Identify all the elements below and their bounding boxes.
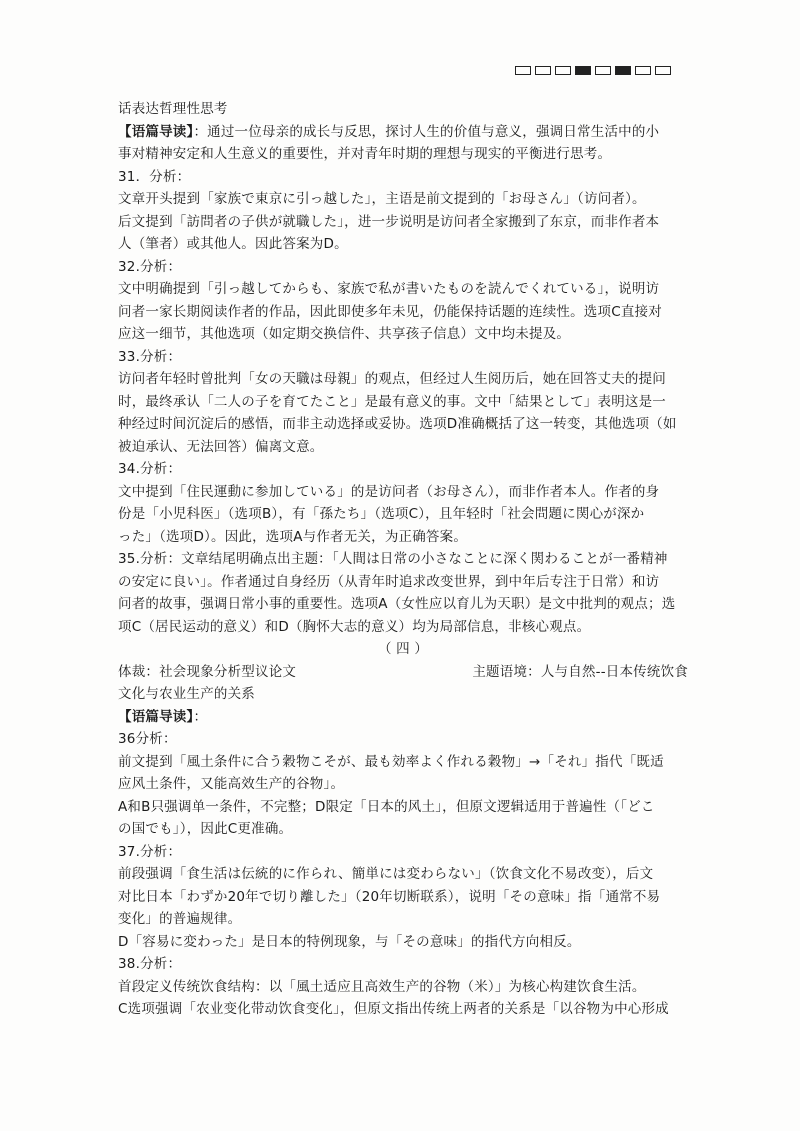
text-line (118, 706, 688, 729)
line-text: 访问者年轻时曾批判「女の天職は母親」的观点，但经过人生阅历后，她在回答丈夫的提问 (118, 371, 666, 387)
line-text: 对比日本「わずか20年で切り離した」（20年切断联系），说明「その意味」指「通常不易 (118, 888, 661, 905)
text-line (118, 526, 688, 549)
text-line (118, 503, 688, 526)
line-text: ： (193, 708, 208, 725)
line-text: 事对精神安定和人生意义的重要性，并对青年时期的理想与现实的平衡进行思考。 (118, 146, 612, 162)
line-text: 种经过时间沉淀后的感悟，而非主动选择或妥协。选项D准确概括了这一转变，其他选项（如 (118, 416, 677, 432)
genre-label: 体裁：社会现象分析型议论文 (118, 663, 297, 680)
line-text: 33.分析： (118, 348, 182, 365)
text-line (118, 211, 688, 234)
line-text: 问者的故事，强调日常小事的重要性。选项A（女性应以育儿为天职）是文中批判的观点；选 (118, 596, 676, 612)
empty-square-icon (555, 66, 571, 75)
line-text: 话表达哲理性思考 (118, 101, 228, 117)
line-text: ：通过一位母亲的成长与反思，探讨人生的价值与意义，强调日常生活中的小 (193, 123, 660, 140)
text-line (118, 323, 688, 346)
text-line (118, 908, 688, 931)
line-text: 35.分析：文章结尾明确点出主题：「人間は日常の小さなことに深く関わることが一番精神 (118, 551, 668, 567)
line-text: 前文提到「風土条件に合う穀物こそが、最も効率よく作れる穀物」→「それ」指代「既适 (118, 753, 664, 770)
text-line (118, 458, 688, 481)
line-text: 应风土条件，又能高效生产的谷物」。 (118, 776, 345, 792)
empty-square-icon (595, 66, 611, 75)
text-line (118, 346, 688, 369)
line-text: 时，最终承认「二人の子を育てたこと」是最有意义的事。文中「結果として」表明这是一 (118, 393, 666, 410)
text-line (118, 751, 688, 774)
line-text: 文化与农业生产的关系 (118, 686, 255, 702)
line-text: 后文提到「訪問者の子供が就職した」，进一步说明是访问者全家搬到了东京，而非作者本 (118, 213, 660, 230)
text-line (118, 571, 688, 594)
text-line (118, 413, 688, 436)
line-text: 首段定义传统饮食结构：以「風土适应且高效生产的谷物（米）」为核心构建饮食生活。 (118, 978, 646, 995)
text-line (118, 616, 688, 639)
text-line (118, 481, 688, 504)
text-line (118, 818, 688, 841)
text-line (118, 841, 688, 864)
text-line (118, 661, 688, 684)
line-text: 被迫承认、无法回答）偏离文意。 (118, 438, 324, 455)
line-text: 32.分析： (118, 258, 182, 275)
text-line (118, 683, 688, 706)
line-text: 项C（居民运动的意义）和D（胸怀大志的意义）均为局部信息，非核心观点。 (118, 618, 591, 635)
page-number-marks (515, 66, 671, 75)
text-line (118, 548, 688, 571)
line-text: C选项强调「农业变化带动饮食变化」，但原文指出传统上两者的关系是「以谷物为中心形成 (118, 1001, 669, 1017)
line-text: った」（选项D）。因此，选项A与作者无关，为正确答案。 (118, 528, 468, 545)
section-heading: 【语篇导读】 (118, 708, 194, 725)
section-heading: 【语篇导读】 (118, 123, 194, 140)
theme-label: 主题语境：人与自然--日本传统饮食 (472, 663, 688, 680)
text-line (118, 391, 688, 414)
line-text: 人（筆者）或其他人。因此答案为D。 (118, 236, 348, 252)
text-line (118, 886, 688, 909)
text-line (118, 301, 688, 324)
line-text: 36分析： (118, 731, 177, 747)
empty-square-icon (635, 66, 651, 75)
text-line (118, 256, 688, 279)
text-line (118, 166, 688, 189)
text-line (118, 98, 688, 121)
text-line (118, 233, 688, 256)
empty-square-icon (655, 66, 671, 75)
line-text: 份是「小児科医」（选项B），有「孫たち」（选项C），且年轻时「社会問題に関心が深か (118, 506, 645, 522)
line-text: 变化」的普遍规律。 (118, 911, 242, 927)
line-text: A和B只强调单一条件，不完整；D限定「日本的风土」，但原文逻辑适用于普遍性（「どこ (118, 798, 655, 815)
text-line (118, 773, 688, 796)
text-line (118, 931, 688, 954)
text-line (118, 278, 688, 301)
text-line (118, 863, 688, 886)
line-text: 文章开头提到「家族で東京に引っ越した」，主语是前文提到的「お母さん」（访问者）。 (118, 191, 646, 207)
text-line (118, 953, 688, 976)
document-body (118, 98, 688, 1021)
text-line (118, 998, 688, 1021)
line-text: 34.分析： (118, 461, 182, 477)
filled-square-icon (575, 66, 591, 75)
filled-square-icon (615, 66, 631, 75)
line-text: 应这一细节，其他选项（如定期交换信件、共享孩子信息）文中均未提及。 (118, 326, 571, 342)
text-line (118, 143, 688, 166)
line-text: の国でも」），因此C更准确。 (118, 821, 293, 837)
text-line (118, 121, 688, 144)
line-text: 前段强调「食生活は伝統的に作られ、簡単には変わらない」（饮食文化不易改变），后文 (118, 866, 654, 882)
empty-square-icon (535, 66, 551, 75)
line-text: 38.分析： (118, 956, 182, 972)
text-line (118, 436, 688, 459)
line-text: の安定に良い」。作者通过自身经历（从青年时追求改变世界，到中年后专注于日常）和访 (118, 573, 660, 590)
text-line (118, 728, 688, 751)
text-line (118, 796, 688, 819)
line-text: D「容易に変わった」是日本的特例现象，与「その意味」的指代方向相反。 (118, 933, 581, 950)
empty-square-icon (515, 66, 531, 75)
line-text: 31．分析： (118, 168, 191, 185)
text-line (118, 593, 688, 616)
text-line (118, 638, 688, 661)
line-text: 文中明确提到「引っ越してからも、家族で私が書いたものを読んでくれている」，说明访 (118, 281, 660, 297)
line-text: 文中提到「住民運動に参加している」的是访问者（お母さん），而非作者本人。作者的身 (118, 483, 660, 500)
text-line (118, 976, 688, 999)
line-text: 37.分析： (118, 843, 182, 860)
line-text: 问者一家长期阅读作者的作品，因此即使多年未见，仍能保持话题的连续性。选项C直接对 (118, 303, 662, 320)
section-number: （ 四 ） (377, 641, 429, 657)
text-line (118, 368, 688, 391)
text-line (118, 188, 688, 211)
